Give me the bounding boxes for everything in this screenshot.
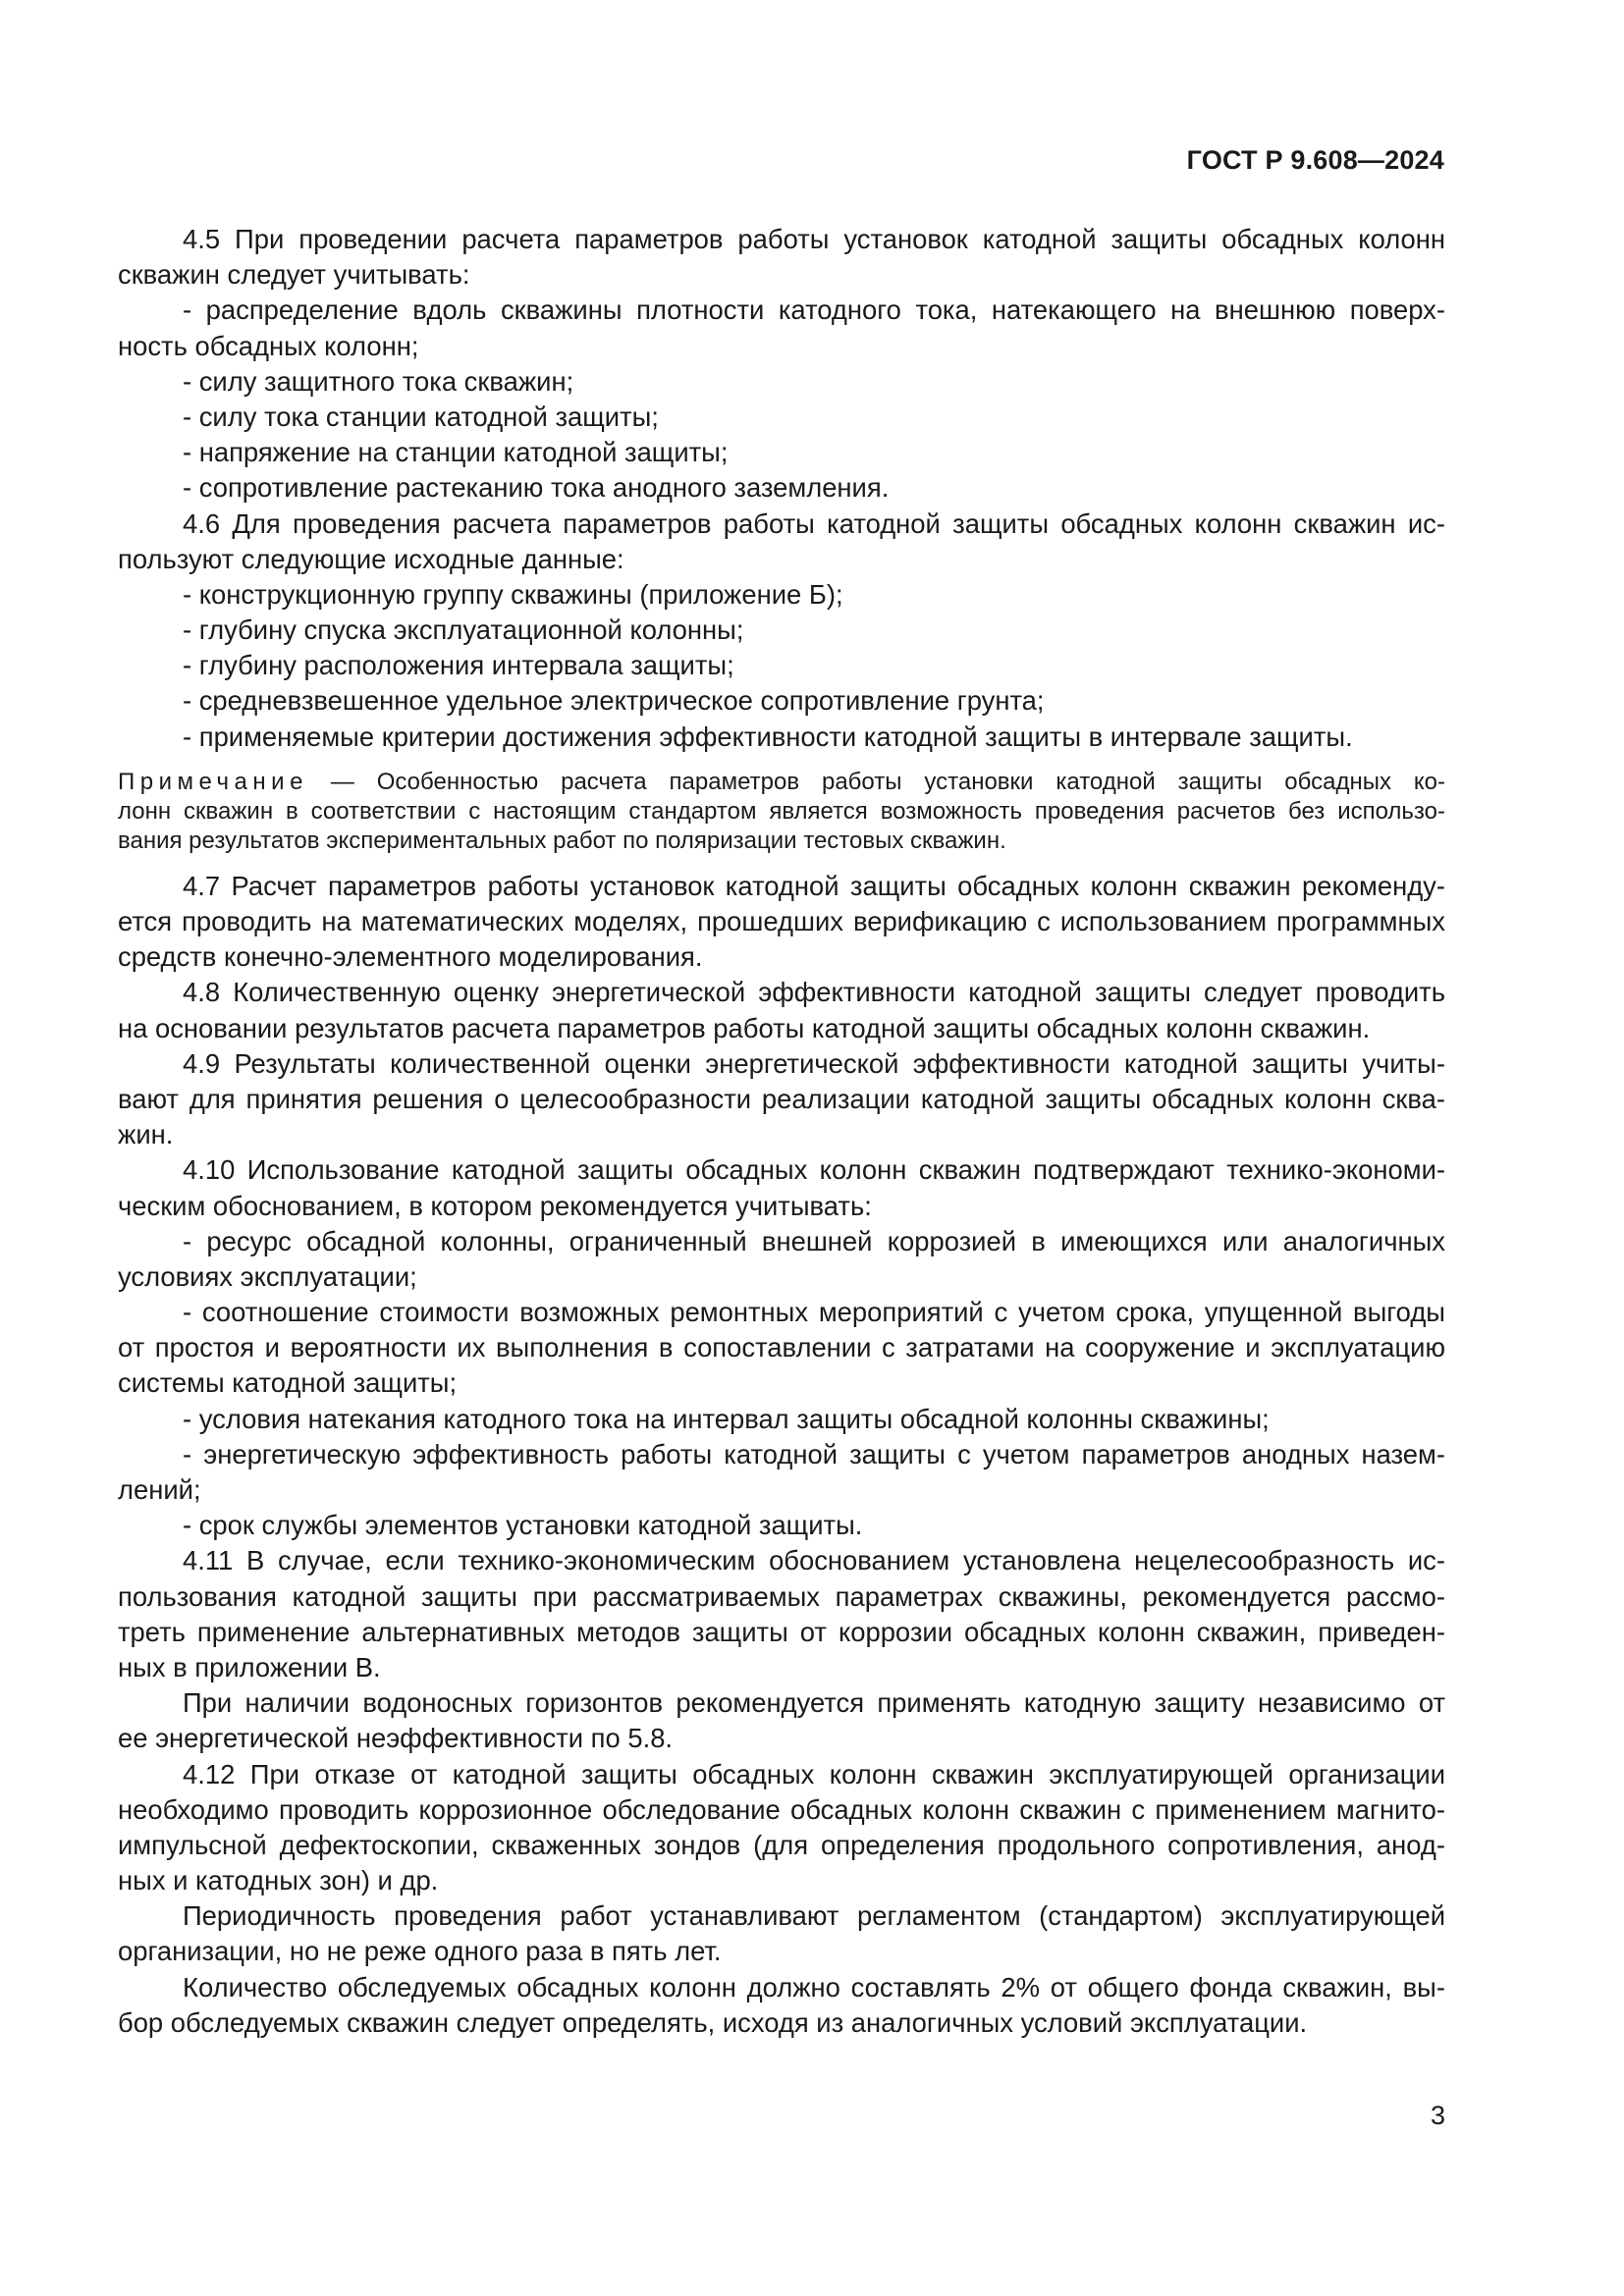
sections-4-5-4-6 xyxy=(118,222,1445,755)
text-line: Количество обследуемых обсадных колонн должно составлять 2% от общего фонда скважин, вы- xyxy=(183,1971,1445,2002)
text-line: Периодичность проведения работ устанавливают регламентом (стандартом) эксплуатирующей xyxy=(183,1900,1445,1932)
text-line: ных и катодных зон) и др. xyxy=(118,1865,439,1896)
text-line: 4.10 Использование катодной защиты обсадных колонн скважин подтверждают технико-экономи- xyxy=(183,1154,1445,1186)
text-line: - срок службы элементов установки катодной защиты. xyxy=(183,1510,863,1541)
text-line: скважин следует учитывать: xyxy=(118,259,470,291)
text-line: ее энергетической неэффективности по 5.8. xyxy=(118,1723,674,1754)
text-line: - соотношение стоимости возможных ремонтных мероприятий с учетом срока, упущенной выгоды xyxy=(183,1297,1445,1328)
text-line: 4.9 Результаты количественной оценки энергетической эффективности катодной защиты учиты- xyxy=(183,1047,1445,1079)
note-line xyxy=(118,768,1445,797)
text-line: - условия натекания катодного тока на интервал защиты обсадной колонны скважины; xyxy=(183,1403,1270,1434)
text-line: жин. xyxy=(118,1119,174,1150)
text-line: необходимо проводить коррозионное обследование обсадных колонн скважин с применением магнито- xyxy=(118,1793,1445,1825)
note-heading: Примечание xyxy=(118,768,308,795)
page-number: 3 xyxy=(1430,2101,1445,2130)
text-line: ческим обоснованием, в котором рекомендуется учитывать: xyxy=(118,1190,872,1221)
text-line: - глубину расположения интервала защиты; xyxy=(183,650,734,681)
text-line: треть применение альтернативных методов защиты от коррозии обсадных колонн скважин, приведен- xyxy=(118,1616,1445,1647)
text-line: - ресурс обсадной колонны, ограниченный внешней коррозией в имеющихся или аналогичных xyxy=(183,1225,1445,1256)
text-line: бор обследуемых скважин следует определять, исходя из аналогичных условий эксплуатации. xyxy=(118,2006,1308,2038)
text-line: - энергетическую эффективность работы катодной защиты с учетом параметров анодных назем- xyxy=(183,1438,1445,1469)
text-line: импульсной дефектоскопии, скваженных зондов (для определения продольного сопротивления, анод- xyxy=(118,1829,1445,1860)
text-line: условиях эксплуатации; xyxy=(118,1260,417,1292)
text-line: - напряжение на станции катодной защиты; xyxy=(183,437,729,468)
text-line: от простоя и вероятности их выполнения в сопоставлении с затратами на сооружение и эксплуатацию xyxy=(118,1332,1445,1363)
text-line: 4.6 Для проведения расчета параметров работы катодной защиты обсадных колонн скважин ис- xyxy=(183,507,1445,539)
text-line: При наличии водоносных горизонтов рекомендуется применять катодную защиту независимо от xyxy=(183,1687,1445,1719)
sections-4-7-to-4-12 xyxy=(118,869,1445,2041)
note-text: — Особенностью расчета параметров работы установки катодной защиты обсадных ко- xyxy=(307,768,1445,795)
text-line: лений; xyxy=(118,1474,201,1505)
text-line: 4.8 Количественную оценку энергетической эффективности катодной защиты следует проводить xyxy=(183,977,1445,1008)
text-line: ется проводить на математических моделях, прошедших верификацию с использованием программных xyxy=(118,906,1445,936)
text-line: - глубину спуска эксплуатационной колонны; xyxy=(183,614,744,646)
text-line: - силу защитного тока скважин; xyxy=(183,365,574,397)
text-line: ность обсадных колонн; xyxy=(118,330,419,361)
text-line: пользуют следующие исходные данные: xyxy=(118,543,624,574)
note-block xyxy=(118,768,1445,856)
text-line: средств конечно-элементного моделирования. xyxy=(118,941,703,973)
text-line: системы катодной защиты; xyxy=(118,1367,458,1399)
text-line: ных в приложении В. xyxy=(118,1651,381,1682)
text-line: вают для принятия решения о целесообразности реализации катодной защиты обсадных колонн сква- xyxy=(118,1083,1445,1114)
text-line: - силу тока станции катодной защиты; xyxy=(183,400,659,432)
text-line: пользования катодной защиты при рассматриваемых параметрах скважины, рекомендуется рассмо- xyxy=(118,1580,1445,1612)
text-line: 4.5 При проведении расчета параметров работы установок катодной защиты обсадных колонн xyxy=(183,224,1445,254)
text-line: 4.7 Расчет параметров работы установок катодной защиты обсадных колонн скважин рекоменду- xyxy=(183,870,1445,901)
text-line: - средневзвешенное удельное электрическое сопротивление грунта; xyxy=(183,685,1045,717)
text-line: - сопротивление растеканию тока анодного заземления. xyxy=(183,472,890,504)
text-line: - распределение вдоль скважины плотности катодного тока, натекающего на внешнюю поверх- xyxy=(183,294,1445,326)
text-line: 4.11 В случае, если технико-экономическим обоснованием установлена нецелесообразность ис- xyxy=(183,1545,1445,1576)
document-body xyxy=(118,222,1445,2041)
note-line: вания результатов экспериментальных работ по поляризации тестовых скважин. xyxy=(118,827,1006,854)
text-line: - конструкционную группу скважины (приложение Б); xyxy=(183,578,843,610)
note-line: лонн скважин в соответствии с настоящим стандартом является возможность проведения расчетов без использо- xyxy=(118,797,1445,825)
text-line: 4.12 При отказе от катодной защиты обсадных колонн скважин эксплуатирующей организации xyxy=(183,1758,1445,1789)
standard-code-header: ГОСТ Р 9.608—2024 xyxy=(1186,145,1444,175)
text-line: - применяемые критерии достижения эффективности катодной защиты в интервале защиты. xyxy=(183,721,1353,752)
text-line: на основании результатов расчета параметров работы катодной защиты обсадных колонн скважин. xyxy=(118,1012,1371,1043)
text-line: организации, но не реже одного раза в пять лет. xyxy=(118,1936,722,1967)
